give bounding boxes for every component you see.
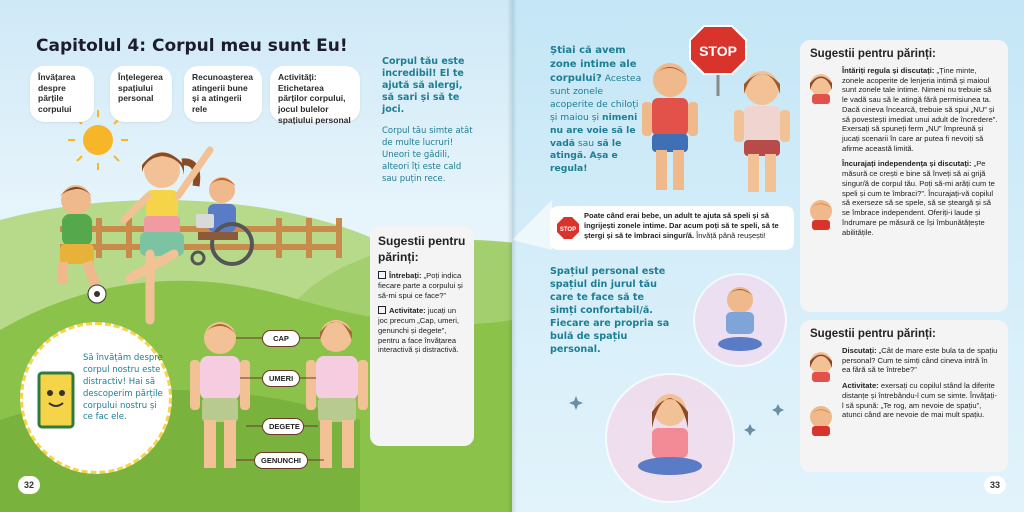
intro-body-span: Corpul tău simte atât de multe lucruri! Uneori te gâdili, alteori îți este cald sau puțin rece. <box>382 126 473 184</box>
baby-washing-box <box>550 206 794 250</box>
objective-text: Învățarea despre părțile corpului <box>38 72 76 114</box>
small-stop-icon <box>556 216 580 240</box>
chapter-title: Capitolul 4: Corpul meu sunt Eu! <box>36 36 348 56</box>
objective-text: Înțelegerea spațiului personal <box>118 72 163 104</box>
book-gutter <box>507 0 517 512</box>
intro-bold-span: Corpul tău este incredibil! El te ajută să alergi, să sari și să te joci. <box>382 56 465 115</box>
tip-activity-label: Activitate: <box>389 306 426 316</box>
tip-discuss <box>810 346 998 375</box>
private-zones-text <box>550 44 646 176</box>
objective-bubble-2 <box>110 66 172 122</box>
tip-rule-text: „Ține minte, zonele acoperite de lenjeria intimă și maioul sunt zonele tale intime. Nimeni nu trebuie să le vadă sau să le atingă fără permisiunea ta. Dacă cineva încearcă, trebuie să spui „NU” și să povestești imediat unui adult de încredere”. Exersați să spuneți ferm „NU” împreună și jucați scenarii în care ar putea fi nevoiți să afirme această limită. <box>842 66 998 153</box>
objective-text: Activități: Etichetarea părților corpului, jocul bulelor spațiului personal <box>278 72 351 125</box>
light-beam <box>512 200 552 250</box>
boy-in-bubble-illustration <box>694 274 786 366</box>
book-character-icon <box>37 371 77 431</box>
tip-activity-text: exersați cu copilul stând la diferite distanțe și întrebându-l cum se simte. Învățați-l să spună: „Te rog, am nevoie de spațiu”, atunci când are nevoie de mai mult spațiu. <box>842 381 997 420</box>
card-title: Sugestii pentru părinți: <box>810 48 936 60</box>
tip-independence-text: „Pe măsură ce crești e bine să înveți să ai grijă singur/ă de corpul tău. Poți să-mi arăți cum te speli și cum te îmbraci?”. Încurajați-vă copilul să exerseze să se spele, să se șteargă și să se îmbrace independent. Oferiți-i laude și îndrumare pe măsură ce își îmbunătățește abilitățile. <box>842 159 995 237</box>
label-knees: GENUNCHI <box>254 452 308 469</box>
objective-text: Recunoașterea atingerii bune și a atingerii rele <box>192 72 253 114</box>
objective-bubble-3 <box>184 66 262 122</box>
label-head: CAP <box>262 330 300 347</box>
tip-activity-label: Activitate: <box>842 381 879 391</box>
card-title: Sugestii pentru părinți: <box>810 328 936 340</box>
parents-tips-card-2 <box>800 320 1008 472</box>
personal-space-text: Spațiul personal este spațiul din jurul tău care te face să te simți confortabil/ă. Fiecare are propria sa bulă de spațiu personal. <box>550 266 670 355</box>
soccer-ball-icon <box>88 285 106 303</box>
girl-speaking-icon <box>806 70 836 104</box>
card-title: Sugestii pentru părinți: <box>378 234 466 264</box>
label-shoulders: UMERI <box>262 370 300 387</box>
tip-discuss-text: „Cât de mare este bula ta de spațiu personal? Cum te simți când cineva intră în ea fără să te întrebe?” <box>842 346 998 375</box>
tip-rule-label: Întăriți regula și discutați: <box>842 66 935 75</box>
tip-ask <box>378 271 466 300</box>
boy-underwear-illustration <box>642 63 698 190</box>
tip-rule <box>810 66 998 153</box>
boy-thinking-icon <box>806 402 836 436</box>
girl-in-bubble-illustration <box>606 374 734 502</box>
tip-discuss-label: Discutați: <box>842 346 877 355</box>
private-zones-bold: Știai că avem zone intime ale corpului? <box>550 45 637 84</box>
boy-thinking-icon <box>806 196 836 230</box>
parents-tips-card-1 <box>800 40 1008 312</box>
objective-bubble-4 <box>270 66 360 125</box>
tip-ask-text: „Poți indica fiecare parte a corpului și să-mi spui ce face?” <box>378 271 463 300</box>
private-zones-1: Acestea sunt zonele acoperite de chiloți și maiou și <box>550 73 642 123</box>
objective-bubble-1 <box>30 66 94 122</box>
baby-box-bold: Dar acum poți să te speli, să te ștergi și să te îmbraci singur/ă. <box>584 220 779 240</box>
tip-independence-label: Încurajați independența și discutați: <box>842 159 972 169</box>
tip-activity-text: jucați un joc precum „Cap, umeri, genunchi și degete”, pentru a face învățarea interactivă și distractivă. <box>378 306 460 355</box>
yellow-tip-circle <box>20 322 172 474</box>
yellow-tip-text: Să învățăm despre corpul nostru este distractiv! Hai să descoperim părțile corpului nostru și ce fac ele. <box>83 353 163 423</box>
page-number-left: 32 <box>18 476 40 494</box>
stop-sign-icon <box>690 26 746 96</box>
baby-box-1: Poate când erai bebe, un adult te ajuta să speli și să îngrijești zonele intime. <box>584 211 770 230</box>
baby-box-2: Învăță până reușești! <box>696 230 766 240</box>
small-stop-text: STOP <box>559 227 577 233</box>
private-zones-4: Așa e regula! <box>550 150 618 175</box>
girl-speaking-icon <box>806 348 836 382</box>
tip-ask-label: Întrebați: <box>389 271 422 281</box>
right-page <box>512 0 1024 512</box>
parents-tips-card-left <box>370 226 474 446</box>
girl-underwear-illustration <box>734 71 790 192</box>
intro-bold-text <box>382 56 472 115</box>
private-zones-2: sau <box>577 137 595 149</box>
page-number-right: 33 <box>984 476 1006 494</box>
tip-activity <box>810 381 998 420</box>
tip-activity <box>378 306 466 355</box>
private-zones-3: să le atingă. <box>550 137 622 162</box>
tip-independence <box>810 159 998 237</box>
intro-body-text <box>382 126 474 185</box>
stop-sign-text: STOP <box>699 43 737 59</box>
checkbox-icon <box>378 271 386 279</box>
checkbox-icon <box>378 306 386 314</box>
private-zones-bold2: nimeni nu are voie să le vadă <box>550 111 638 149</box>
label-fingers: DEGETE <box>262 418 304 435</box>
